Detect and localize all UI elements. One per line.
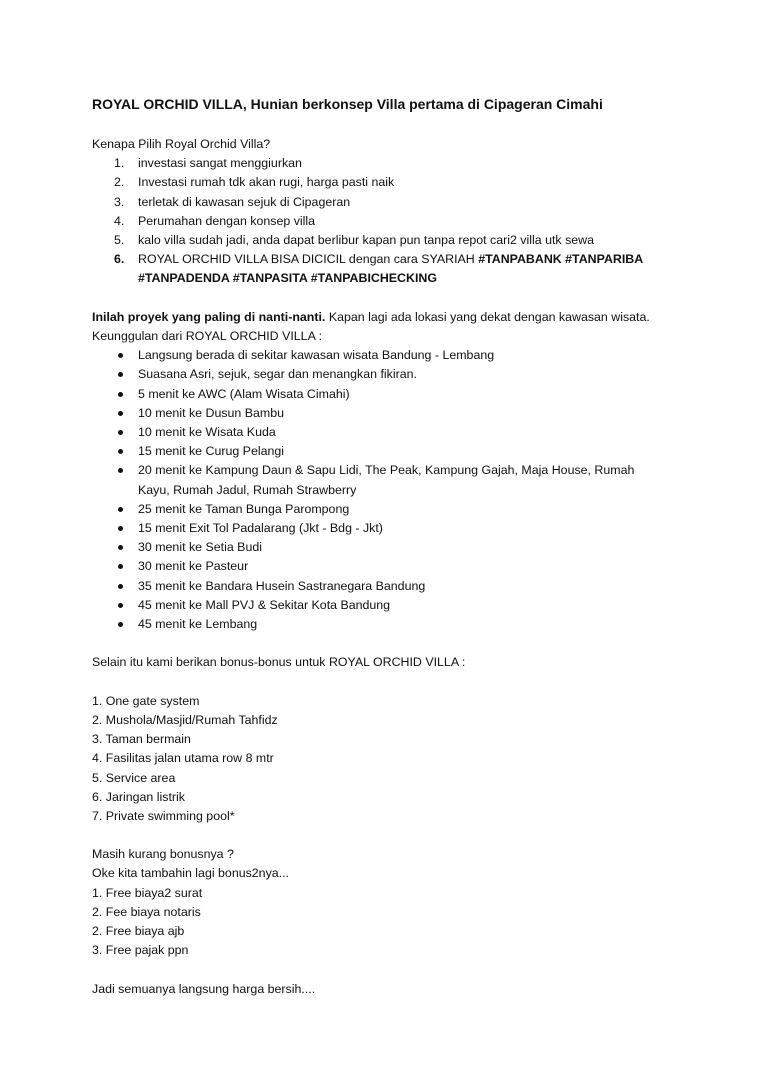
bullet-icon bbox=[118, 392, 123, 397]
bullet-icon bbox=[118, 603, 123, 608]
bullet-icon bbox=[118, 526, 123, 531]
more-bonus-line: Oke kita tambahin lagi bonus2nya... bbox=[92, 866, 289, 881]
bonus-list bbox=[92, 692, 692, 826]
advantage-item: Suasana Asri, sejuk, segar dan menangkan fikiran. bbox=[92, 365, 692, 384]
bullet-icon bbox=[118, 545, 123, 550]
extra-bonus-item: 2. Free biaya ajb bbox=[92, 924, 185, 939]
advantage-item: 20 menit ke Kampung Daun & Sapu Lidi, The Peak, Kampung Gajah, Maja House, Rumah Kayu, Rumah Jadul, Rumah Strawberry bbox=[92, 461, 692, 499]
bullet-icon bbox=[118, 449, 123, 454]
bullet-icon bbox=[118, 622, 123, 627]
advantage-item: 45 menit ke Lembang bbox=[92, 615, 692, 634]
bonus-item: 2. Mushola/Masjid/Rumah Tahfidz bbox=[92, 712, 278, 727]
extra-bonus-item: 3. Free pajak ppn bbox=[92, 943, 189, 958]
bonus-item: 7. Private swimming pool* bbox=[92, 808, 235, 823]
bonus-item: 5. Service area bbox=[92, 770, 176, 785]
advantage-item: 5 menit ke AWC (Alam Wisata Cimahi) bbox=[92, 385, 692, 404]
intro-line: Inilah proyek yang paling di nanti-nanti. Kapan lagi ada lokasi yang dekat dengan kawasan wisata. bbox=[92, 309, 650, 324]
reason-item: 1. investasi sangat menggiurkan bbox=[114, 156, 302, 171]
bullet-icon bbox=[118, 430, 123, 435]
extra-bonus-item: 2. Fee biaya notaris bbox=[92, 904, 201, 919]
reason-item: 4. Perumahan dengan konsep villa bbox=[114, 213, 316, 228]
advantages-list bbox=[92, 346, 692, 634]
bonus-item: 1. One gate system bbox=[92, 693, 200, 708]
bonus-item: 4. Fasilitas jalan utama row 8 mtr bbox=[92, 751, 274, 766]
reasons-list bbox=[92, 154, 692, 288]
advantages-heading: Keunggulan dari ROYAL ORCHID VILLA : bbox=[92, 328, 323, 343]
closing-line: Jadi semuanya langsung harga bersih.... bbox=[92, 981, 316, 996]
bonus-heading: Selain itu kami berikan bonus-bonus untuk ROYAL ORCHID VILLA : bbox=[92, 655, 466, 670]
bonus-item: 3. Taman bermain bbox=[92, 732, 191, 747]
advantage-item: 15 menit Exit Tol Padalarang (Jkt - Bdg - Jkt) bbox=[92, 519, 692, 538]
advantage-item: 35 menit ke Bandara Husein Sastranegara Bandung bbox=[92, 577, 692, 596]
bullet-icon bbox=[118, 353, 123, 358]
advantage-item: 30 menit ke Setia Budi bbox=[92, 538, 692, 557]
reason-item-syariah: 6. ROYAL ORCHID VILLA BISA DICICIL dengan cara SYARIAH #TANPABANK #TANPARIBA #TANPADENDA #TANPASITA #TANPABICHECKING bbox=[114, 252, 644, 286]
advantage-item: 10 menit ke Wisata Kuda bbox=[92, 423, 692, 442]
bullet-icon bbox=[118, 584, 123, 589]
extra-bonus-item: 1. Free biaya2 surat bbox=[92, 885, 203, 900]
advantage-item: 10 menit ke Dusun Bambu bbox=[92, 404, 692, 423]
reason-item: 2. Investasi rumah tdk akan rugi, harga pasti naik bbox=[114, 175, 395, 190]
advantage-item: Langsung berada di sekitar kawasan wisata Bandung - Lembang bbox=[92, 346, 692, 365]
advantage-item: 25 menit ke Taman Bunga Parompong bbox=[92, 500, 692, 519]
bullet-icon bbox=[118, 372, 123, 377]
bullet-icon bbox=[118, 507, 123, 512]
bullet-icon bbox=[118, 468, 123, 473]
extra-bonus-list bbox=[92, 884, 692, 961]
advantage-item: 30 menit ke Pasteur bbox=[92, 557, 692, 576]
reason-item: 5. kalo villa sudah jadi, anda dapat berlibur kapan pun tanpa repot cari2 villa utk sewa bbox=[114, 233, 594, 247]
bullet-icon bbox=[118, 411, 123, 416]
why-question: Kenapa Pilih Royal Orchid Villa? bbox=[92, 137, 271, 151]
document-title: ROYAL ORCHID VILLA, Hunian berkonsep Villa pertama di Cipageran Cimahi bbox=[92, 96, 603, 112]
advantage-item: 15 menit ke Curug Pelangi bbox=[92, 442, 692, 461]
reason-item: 3. terletak di kawasan sejuk di Cipageran bbox=[114, 194, 351, 209]
bonus-item: 6. Jaringan listrik bbox=[92, 789, 185, 804]
more-bonus-question: Masih kurang bonusnya ? bbox=[92, 847, 234, 862]
advantage-item: 45 menit ke Mall PVJ & Sekitar Kota Bandung bbox=[92, 596, 692, 615]
document-page bbox=[92, 96, 692, 999]
bullet-icon bbox=[118, 564, 123, 569]
